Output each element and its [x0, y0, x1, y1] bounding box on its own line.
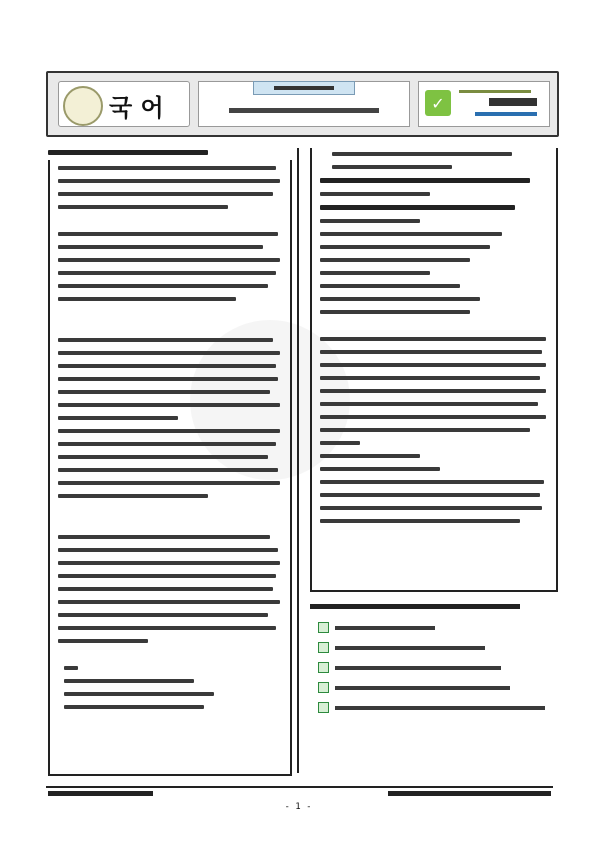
choice-number-icon [318, 662, 329, 673]
choice-4[interactable] [318, 682, 554, 693]
subject-title: 국 어 [109, 94, 164, 122]
subject-emblem-icon [63, 86, 103, 126]
passage-box-right [310, 148, 558, 592]
footer-left-text [48, 791, 153, 796]
footer-rule [46, 786, 553, 788]
choice-5[interactable] [318, 702, 554, 713]
passage-box-left [48, 160, 292, 776]
exam-title-tab [253, 81, 355, 95]
footer-right-text [388, 791, 551, 796]
column-divider [297, 148, 299, 773]
answer-choices [318, 622, 554, 722]
choice-number-icon [318, 622, 329, 633]
exam-title-box [198, 81, 410, 127]
publisher-logo [418, 81, 550, 127]
subject-badge [58, 81, 190, 127]
passage-text-right [312, 148, 556, 523]
choice-number-icon [318, 702, 329, 713]
exam-title-text [229, 108, 379, 113]
choice-3[interactable] [318, 662, 554, 673]
choice-number-icon [318, 642, 329, 653]
page-number: - 1 - [284, 802, 312, 812]
header-banner [46, 71, 559, 137]
choice-1[interactable] [318, 622, 554, 633]
choice-number-icon [318, 682, 329, 693]
choice-2[interactable] [318, 642, 554, 653]
question-heading [48, 150, 208, 155]
passage-text [50, 160, 290, 709]
question-heading-right [310, 604, 520, 609]
publisher-logo-icon: ✓ [425, 90, 451, 116]
